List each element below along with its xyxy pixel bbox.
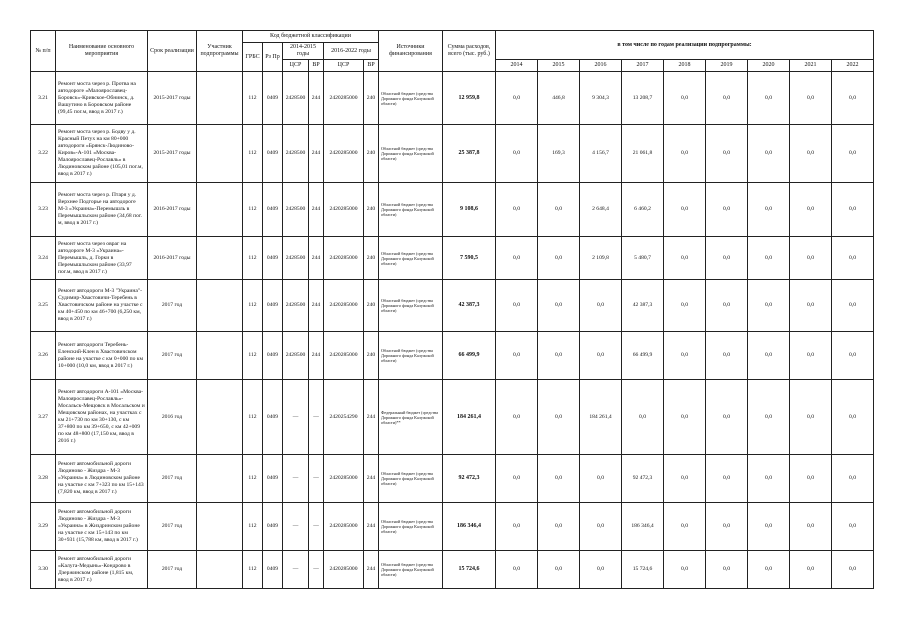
row-vr-a: —: [309, 551, 324, 589]
row-vr-a: —: [309, 503, 324, 551]
row-vr-b: 240: [364, 125, 379, 183]
row-number: 3.29: [31, 503, 56, 551]
row-vr-b: 244: [364, 551, 379, 589]
row-year-value: 0,0: [664, 551, 706, 589]
row-year-value: 0,0: [706, 455, 748, 503]
row-year-value: 0,0: [748, 237, 790, 280]
row-grbs: 112: [243, 183, 263, 237]
col-csr-b-header: ЦСР: [324, 60, 364, 72]
row-year-value: 0,0: [580, 503, 622, 551]
table-row: [31, 503, 874, 551]
row-year-value: 66 499,9: [622, 332, 664, 380]
row-year-value: 0,0: [664, 503, 706, 551]
row-year-value: 0,0: [580, 455, 622, 503]
row-year-value: 0,0: [748, 183, 790, 237]
row-year-value: 92 472,3: [622, 455, 664, 503]
row-year-value: 0,0: [622, 380, 664, 455]
mero-name: Ремонт моста через р. Птаря у д. Верхнее Подгорье на автодороге М-3 «Украина»-Перемышль в Перемышльском районе (34,68 пог. м, ввод в 2017 г.): [56, 183, 148, 237]
row-period: 2017 год: [148, 332, 197, 380]
row-year-value: 0,0: [496, 72, 538, 125]
row-year-value: 13 208,7: [622, 72, 664, 125]
col-period-header: Срок реализации: [148, 31, 197, 72]
row-csr-a: 2428500: [283, 332, 309, 380]
row-number: 3.30: [31, 551, 56, 589]
row-total: 66 499,9: [443, 332, 496, 380]
row-csr-a: —: [283, 455, 309, 503]
row-year-value: 0,0: [832, 125, 874, 183]
row-total: 92 472,3: [443, 455, 496, 503]
row-year-value: 0,0: [496, 280, 538, 332]
row-total: 12 959,8: [443, 72, 496, 125]
row-year-value: 169,3: [538, 125, 580, 183]
row-year-value: 0,0: [496, 332, 538, 380]
mero-name: Ремонт автодороги Теребень-Еленский-Клен в Хвастовичском районе на участке с км 0+000 по км 10+000 (10,0 км, ввод в 2017 г.): [56, 332, 148, 380]
row-source: Областной бюджет (средства Дорожного фонда Калужской области): [379, 455, 443, 503]
row-year-value: 0,0: [832, 237, 874, 280]
row-csr-a: 2428500: [283, 72, 309, 125]
row-participant: [197, 183, 243, 237]
row-year-value: 0,0: [538, 332, 580, 380]
row-participant: [197, 380, 243, 455]
row-participant: [197, 280, 243, 332]
row-participant: [197, 332, 243, 380]
row-total: 15 724,6: [443, 551, 496, 589]
row-year-value: 4 156,7: [580, 125, 622, 183]
col-csr-a-header: ЦСР: [283, 60, 309, 72]
table-row: [31, 237, 874, 280]
years-a-header: 2014-2015 годы: [283, 43, 324, 60]
row-year-value: 6 460,2: [622, 183, 664, 237]
row-year-value: 0,0: [496, 503, 538, 551]
row-csr-a: 2428500: [283, 125, 309, 183]
row-year-value: 0,0: [790, 380, 832, 455]
row-number: 3.22: [31, 125, 56, 183]
year-header: 2019: [706, 60, 748, 72]
row-year-value: 0,0: [706, 380, 748, 455]
row-year-value: 0,0: [538, 237, 580, 280]
row-csr-b: 2420285000: [324, 125, 364, 183]
table-row: [31, 72, 874, 125]
mero-name: Ремонт автомобильной дороги Людиново - Жиздра - М-3 «Украина» в Людиновском районе на участке с км 7+323 по км 15+143 (7,820 км, ввод в 2017 г.): [56, 455, 148, 503]
row-year-value: 0,0: [706, 237, 748, 280]
row-year-value: 0,0: [790, 551, 832, 589]
row-source: Областной бюджет (средства Дорожного фонда Калужской области): [379, 280, 443, 332]
row-year-value: 0,0: [748, 455, 790, 503]
row-rzpr: 0409: [263, 332, 283, 380]
row-year-value: 15 724,6: [622, 551, 664, 589]
row-number: 3.21: [31, 72, 56, 125]
row-csr-a: —: [283, 503, 309, 551]
year-header: 2014: [496, 60, 538, 72]
row-grbs: 112: [243, 72, 263, 125]
row-year-value: 0,0: [706, 503, 748, 551]
row-year-value: 0,0: [538, 380, 580, 455]
row-participant: [197, 503, 243, 551]
row-vr-b: 240: [364, 72, 379, 125]
row-grbs: 112: [243, 455, 263, 503]
row-year-value: 0,0: [706, 183, 748, 237]
row-source: Областной бюджет (средства Дорожного фонда Калужской области): [379, 551, 443, 589]
budget-code-header: Код бюджетной классификации: [243, 31, 379, 43]
table-row: [31, 332, 874, 380]
row-year-value: 0,0: [580, 332, 622, 380]
row-year-value: 0,0: [790, 332, 832, 380]
row-source: Федеральный бюджет (средства Дорожного фонда Калужской области)**: [379, 380, 443, 455]
row-total: 42 387,3: [443, 280, 496, 332]
row-number: 3.23: [31, 183, 56, 237]
row-csr-b: 2420285000: [324, 237, 364, 280]
row-year-value: 0,0: [706, 551, 748, 589]
row-year-value: 0,0: [664, 280, 706, 332]
row-csr-b: 2420285000: [324, 455, 364, 503]
row-rzpr: 0409: [263, 183, 283, 237]
row-year-value: 0,0: [664, 380, 706, 455]
row-rzpr: 0409: [263, 125, 283, 183]
row-number: 3.24: [31, 237, 56, 280]
row-csr-a: —: [283, 551, 309, 589]
row-csr-b: 2420285000: [324, 183, 364, 237]
row-year-value: 0,0: [664, 125, 706, 183]
row-total: 186 346,4: [443, 503, 496, 551]
row-csr-a: 2428500: [283, 183, 309, 237]
row-year-value: 9 304,3: [580, 72, 622, 125]
row-year-value: 0,0: [748, 72, 790, 125]
row-number: 3.28: [31, 455, 56, 503]
row-year-value: 0,0: [538, 280, 580, 332]
budget-table: [30, 30, 874, 589]
row-period: 2015-2017 годы: [148, 72, 197, 125]
row-source: Областной бюджет (средства Дорожного фонда Калужской области): [379, 183, 443, 237]
row-csr-b: 2420285000: [324, 332, 364, 380]
row-year-value: 0,0: [748, 551, 790, 589]
row-vr-b: 244: [364, 380, 379, 455]
row-rzpr: 0409: [263, 237, 283, 280]
row-year-value: 0,0: [832, 503, 874, 551]
row-grbs: 112: [243, 125, 263, 183]
col-grbs-header: ГРБС: [243, 43, 263, 72]
row-year-value: 0,0: [664, 332, 706, 380]
row-year-value: 0,0: [496, 183, 538, 237]
row-period: 2016-2017 годы: [148, 183, 197, 237]
row-year-value: 0,0: [832, 380, 874, 455]
row-vr-b: 240: [364, 237, 379, 280]
row-csr-a: 2428500: [283, 237, 309, 280]
col-total-header: Сумма расходов, всего (тыс. руб.): [443, 31, 496, 72]
row-period: 2016-2017 годы: [148, 237, 197, 280]
row-year-value: 0,0: [832, 455, 874, 503]
mero-name: Ремонт моста через овраг на автодороге М-3 «Украина»-Перемышль, д. Горки в Перемышльском районе (33,97 пог.м, ввод в 2017 г.): [56, 237, 148, 280]
row-year-value: 0,0: [496, 551, 538, 589]
col-num-header: № п/п: [31, 31, 56, 72]
col-source-header: Источники финансирования: [379, 31, 443, 72]
row-number: 3.27: [31, 380, 56, 455]
row-year-value: 0,0: [748, 332, 790, 380]
row-grbs: 112: [243, 280, 263, 332]
row-vr-a: 244: [309, 183, 324, 237]
table-row: [31, 125, 874, 183]
row-year-value: 0,0: [790, 280, 832, 332]
row-year-value: 0,0: [748, 380, 790, 455]
row-grbs: 112: [243, 503, 263, 551]
table-row: [31, 380, 874, 455]
row-vr-b: 244: [364, 503, 379, 551]
row-source: Областной бюджет (средства Дорожного фонда Калужской области): [379, 72, 443, 125]
row-year-value: 0,0: [580, 280, 622, 332]
table-row: [31, 280, 874, 332]
table-row: [31, 551, 874, 589]
row-period: 2017 год: [148, 551, 197, 589]
row-year-value: 446,8: [538, 72, 580, 125]
row-year-value: 0,0: [664, 183, 706, 237]
row-rzpr: 0409: [263, 503, 283, 551]
row-year-value: 0,0: [538, 503, 580, 551]
row-csr-b: 2420285000: [324, 551, 364, 589]
col-participant-header: Участник подпрограммы: [197, 31, 243, 72]
row-participant: [197, 125, 243, 183]
by-year-header: в том числе по годам реализации подпрограммы:: [496, 31, 874, 60]
row-grbs: 112: [243, 332, 263, 380]
row-vr-b: 240: [364, 183, 379, 237]
row-year-value: 2 109,8: [580, 237, 622, 280]
row-participant: [197, 455, 243, 503]
row-vr-a: 244: [309, 280, 324, 332]
row-csr-b: 2420254290: [324, 380, 364, 455]
row-grbs: 112: [243, 380, 263, 455]
row-participant: [197, 551, 243, 589]
row-total: 9 108,6: [443, 183, 496, 237]
year-header: 2017: [622, 60, 664, 72]
row-vr-b: 240: [364, 280, 379, 332]
table-header: [31, 31, 874, 72]
row-year-value: 0,0: [832, 332, 874, 380]
row-year-value: 0,0: [496, 455, 538, 503]
row-year-value: 0,0: [706, 332, 748, 380]
row-csr-b: 2420285000: [324, 503, 364, 551]
row-year-value: 0,0: [790, 237, 832, 280]
year-header: 2018: [664, 60, 706, 72]
row-year-value: 0,0: [496, 237, 538, 280]
mero-name: Ремонт автодороги М-3 "Украина"-Судимир-Хвастовичи-Теребень в Хвастовичском районе на участке с км 40+450 по км 46+700 (6,250 км, ввод в 2017 г.): [56, 280, 148, 332]
row-year-value: 0,0: [748, 503, 790, 551]
row-year-value: 0,0: [790, 72, 832, 125]
row-year-value: 5 480,7: [622, 237, 664, 280]
row-vr-a: 244: [309, 125, 324, 183]
mero-name: Ремонт автомобильной дороги Людиново - Жиздра - М-3 «Украина» в Жиздринском районе на участке с км 15+143 по км 30+931 (15,788 км, ввод в 2017 г.): [56, 503, 148, 551]
row-year-value: 0,0: [496, 380, 538, 455]
row-vr-a: —: [309, 380, 324, 455]
row-csr-a: 2428500: [283, 280, 309, 332]
row-year-value: 186 346,4: [622, 503, 664, 551]
row-year-value: 0,0: [538, 551, 580, 589]
year-header: 2020: [748, 60, 790, 72]
table-row: [31, 183, 874, 237]
row-year-value: 0,0: [664, 455, 706, 503]
mero-name: Ремонт автомобильной дороги «Калуга-Медынь»-Кондрово в Дзержинском районе (1,815 км, ввод в 2017 г.): [56, 551, 148, 589]
row-number: 3.25: [31, 280, 56, 332]
col-name-header: Наименование основного мероприятия: [56, 31, 148, 72]
mero-name: Ремонт автодороги А-101 «Москва-Малоярославец-Рославль»-Мосальск-Мещовск в Мосальском и Мещовском районах, на участках с км 21+730 по км 30+130, с км 37+800 по км 39+650, с км 42+009 по км 48+800 (17,150 км, ввод в 2016 г.): [56, 380, 148, 455]
row-rzpr: 0409: [263, 455, 283, 503]
row-source: Областной бюджет (средства Дорожного фонда Калужской области): [379, 332, 443, 380]
row-year-value: 0,0: [748, 280, 790, 332]
col-vr-b-header: ВР: [364, 60, 379, 72]
table-row: [31, 455, 874, 503]
row-period: 2017 год: [148, 455, 197, 503]
row-rzpr: 0409: [263, 72, 283, 125]
row-rzpr: 0409: [263, 280, 283, 332]
row-grbs: 112: [243, 237, 263, 280]
row-year-value: 0,0: [580, 551, 622, 589]
mero-name: Ремонт моста через р. Протва на автодороге «Малоярославец-Боровск»-Кривское-Обнинск, д. Вашутино в Боровском районе (99,45 пог.м, ввод в 2017 г.): [56, 72, 148, 125]
row-year-value: 0,0: [496, 125, 538, 183]
row-grbs: 112: [243, 551, 263, 589]
row-period: 2016 год: [148, 380, 197, 455]
year-header: 2021: [790, 60, 832, 72]
row-year-value: 42 387,3: [622, 280, 664, 332]
row-year-value: 0,0: [790, 125, 832, 183]
table-body: [31, 72, 874, 589]
year-header: 2022: [832, 60, 874, 72]
mero-name: Ремонт моста через р. Бодву у д. Красный Петух на км 80+000 автодороги «Брянск-Людиново-Киров»-А-101 «Москва-Малоярославец-Рославль» в Людиновском районе (105,01 пог.м, ввод в 2017 г.): [56, 125, 148, 183]
row-year-value: 0,0: [706, 125, 748, 183]
row-vr-a: 244: [309, 332, 324, 380]
row-year-value: 0,0: [706, 280, 748, 332]
row-year-value: 0,0: [832, 280, 874, 332]
row-year-value: 0,0: [832, 551, 874, 589]
col-vr-a-header: ВР: [309, 60, 324, 72]
row-source: Областной бюджет (средства Дорожного фонда Калужской области): [379, 237, 443, 280]
row-total: 7 590,5: [443, 237, 496, 280]
row-year-value: 0,0: [832, 183, 874, 237]
row-vr-a: 244: [309, 237, 324, 280]
row-rzpr: 0409: [263, 551, 283, 589]
row-total: 25 387,8: [443, 125, 496, 183]
row-year-value: 0,0: [706, 72, 748, 125]
row-year-value: 21 061,8: [622, 125, 664, 183]
year-header: 2016: [580, 60, 622, 72]
row-year-value: 0,0: [748, 125, 790, 183]
col-rzpr-header: Рз Пр: [263, 43, 283, 72]
row-csr-b: 2420285000: [324, 280, 364, 332]
row-vr-b: 240: [364, 332, 379, 380]
row-vr-b: 244: [364, 455, 379, 503]
row-period: 2015-2017 годы: [148, 125, 197, 183]
row-year-value: 0,0: [832, 72, 874, 125]
row-period: 2017 год: [148, 280, 197, 332]
row-source: Областной бюджет (средства Дорожного фонда Калужской области): [379, 503, 443, 551]
row-year-value: 184 261,4: [580, 380, 622, 455]
row-period: 2017 год: [148, 503, 197, 551]
row-year-value: 0,0: [664, 237, 706, 280]
row-year-value: 0,0: [790, 455, 832, 503]
year-header: 2015: [538, 60, 580, 72]
row-vr-a: —: [309, 455, 324, 503]
row-number: 3.26: [31, 332, 56, 380]
row-year-value: 0,0: [538, 183, 580, 237]
row-participant: [197, 72, 243, 125]
row-csr-b: 2420285000: [324, 72, 364, 125]
years-b-header: 2016-2022 годы: [324, 43, 379, 60]
row-vr-a: 244: [309, 72, 324, 125]
row-year-value: 0,0: [664, 72, 706, 125]
row-year-value: 0,0: [790, 503, 832, 551]
row-source: Областной бюджет (средства Дорожного фонда Калужской области): [379, 125, 443, 183]
row-participant: [197, 237, 243, 280]
row-total: 184 261,4: [443, 380, 496, 455]
row-year-value: 2 648,4: [580, 183, 622, 237]
row-year-value: 0,0: [538, 455, 580, 503]
row-rzpr: 0409: [263, 380, 283, 455]
row-csr-a: —: [283, 380, 309, 455]
row-year-value: 0,0: [790, 183, 832, 237]
